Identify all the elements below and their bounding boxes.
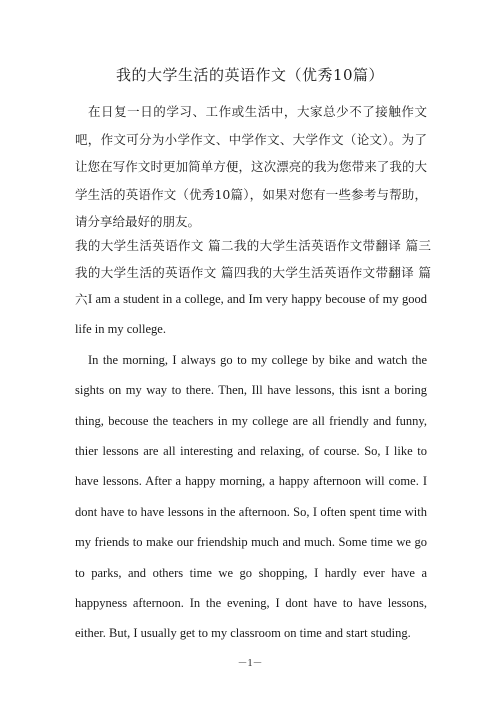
page-number: －1－ bbox=[237, 658, 263, 669]
intro-paragraph: 在日复一日的学习、工作或生活中，大家总少不了接触作文吧，作文可分为小学作文、中学作文、大学作文（论文）。为了让您在写作文时更加简单方便，这次漂亮的我为您带来了我的大学生活的英语作文（优秀10篇），如果对您有一些参考与帮助，请分享给最好的朋友。 bbox=[75, 104, 427, 229]
essay-body bbox=[75, 284, 427, 649]
article-links: 我的大学生活英语作文 篇二我的大学生活英语作文带翻译 篇三我的大学生活的英语作文 篇四我的大学生活英语作文带翻译 篇六 bbox=[75, 238, 431, 307]
page-title: 我的大学生活的英语作文（优秀10篇） bbox=[115, 66, 385, 84]
essay-paragraph-1: I am a student in a college, and Im very happy becouse of my good life in my college. bbox=[75, 292, 427, 337]
essay-paragraph-2: In the morning, I always go to my college by bike and watch the sights on my way to there. Then, Ill have lessons, this isnt a boring thing, becouse the teachers in my college are all friendly and funny, thier lessons are all interesting and relaxing, of course. So, I like to have lessons. After a happy morning, a happy afternoon will come. I dont have to have lessons in the afternoon. So, I often spent time with my friends to make our friendship much and much. Some time we go to parks, and others time we go shopping, I hardly ever have a happyness afternoon. In the evening, I dont have to have lessons, either. But, I usually get to my classroom on time and start studing. bbox=[75, 352, 427, 641]
